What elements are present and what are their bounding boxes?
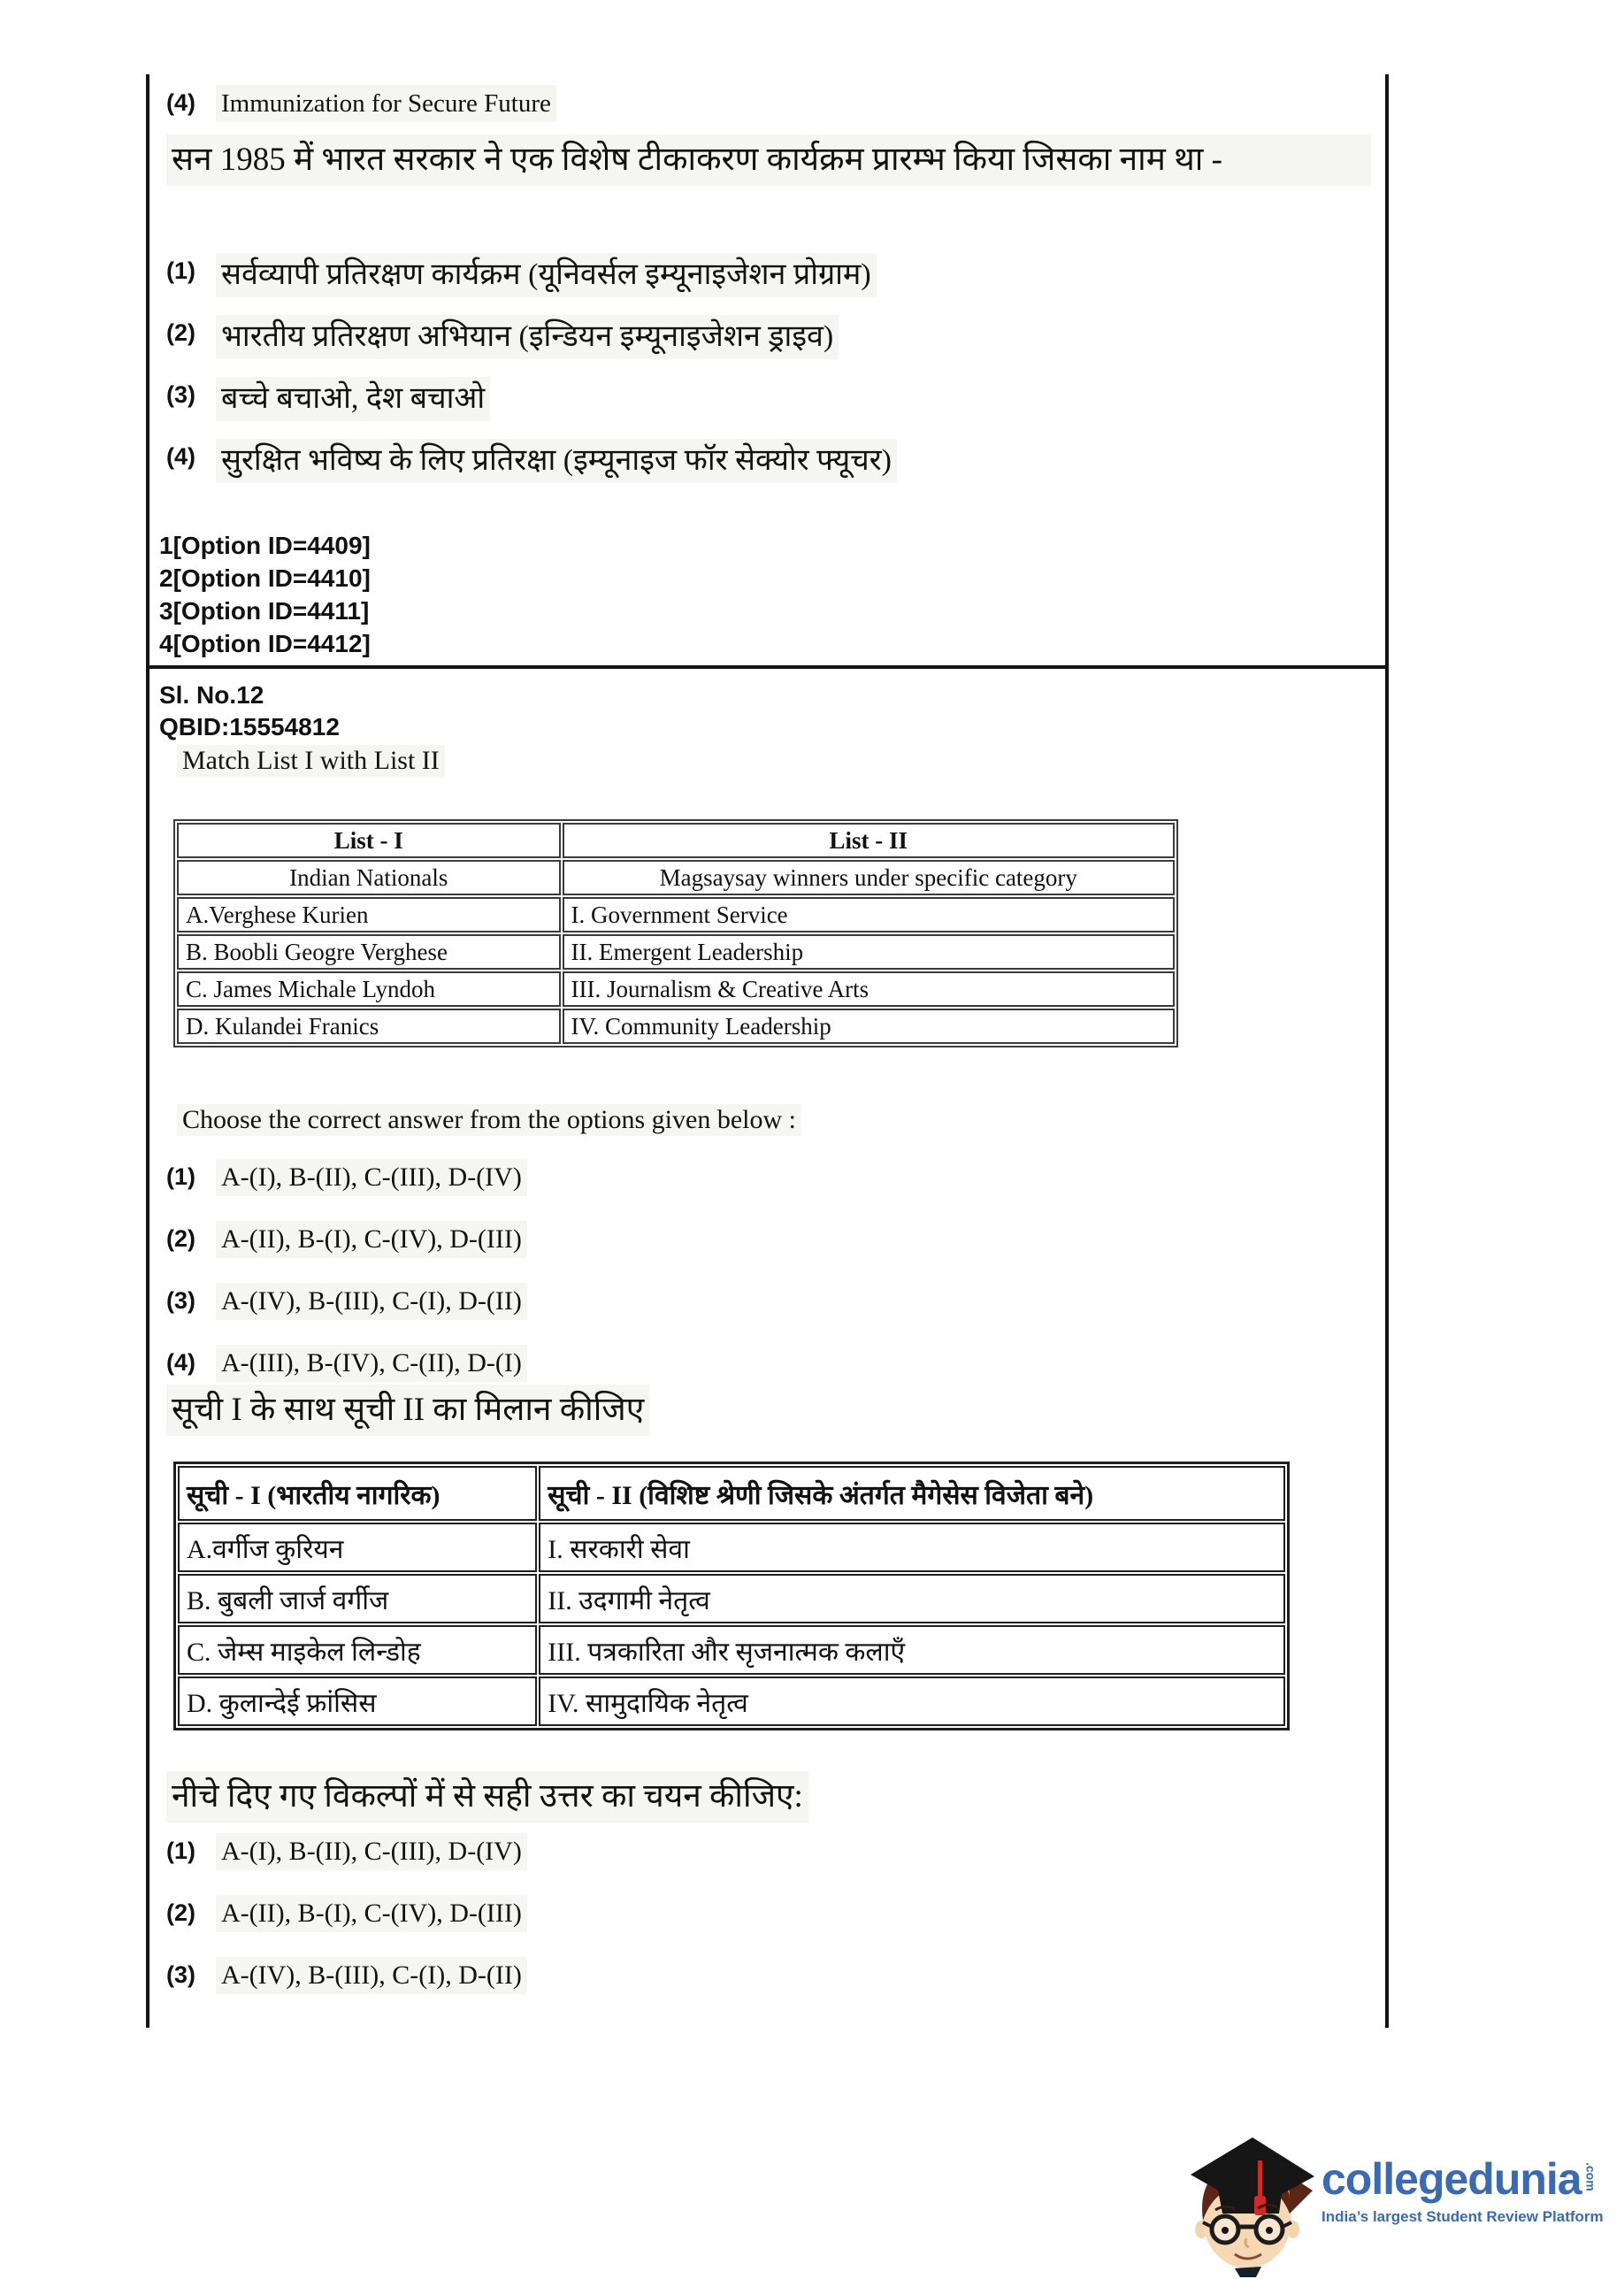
table-cell: II. उदगामी नेतृत्व [539, 1574, 1285, 1623]
question-divider [146, 665, 1389, 669]
table-cell: C. James Michale Lyndoh [177, 971, 561, 1007]
option-text: A-(II), B-(I), C-(IV), D-(III) [216, 1895, 527, 1932]
option-number: (1) [166, 1163, 195, 1190]
option-number: (4) [166, 1349, 195, 1376]
logo-text [1321, 2122, 1604, 2226]
table-row [177, 860, 1175, 895]
table-cell: IV. सामुदायिक नेतृत्व [539, 1677, 1285, 1726]
option-number: (1) [166, 1838, 195, 1864]
option-text: बच्चे बचाओ, देश बचाओ [216, 377, 490, 421]
table-row [177, 1009, 1175, 1044]
option-text: भारतीय प्रतिरक्षण अभियान (इन्डियन इम्यूनाइजेशन ड्राइव) [216, 315, 839, 359]
option-number: (4) [166, 89, 195, 116]
table-cell: C. जेम्स माइकेल लिन्डोह [178, 1625, 537, 1675]
table-cell: III. Journalism & Creative Arts [563, 971, 1176, 1007]
table-subheader-cell: Indian Nationals [177, 860, 561, 895]
table-row [178, 1466, 1285, 1521]
option-row [166, 1895, 1378, 1932]
option-text: सुरक्षित भविष्य के लिए प्रतिरक्षा (इम्यूनाइज फॉर सेक्योर फ्यूचर) [216, 439, 897, 483]
table-row [177, 823, 1175, 858]
option-row [166, 1345, 1378, 1382]
option-text: A-(II), B-(I), C-(IV), D-(III) [216, 1221, 527, 1258]
page-border-right [1385, 74, 1389, 2028]
option-id-list [159, 529, 371, 660]
option-number: (1) [166, 257, 195, 284]
table-cell: III. पत्रकारिता और सृजनात्मक कलाएँ [539, 1625, 1285, 1675]
table-header-cell: List - I [177, 823, 561, 858]
table-header-cell: सूची - II (विशिष्ट श्रेणी जिसके अंतर्गत मैगेसेस विजेता बने) [539, 1466, 1285, 1521]
option-text: A-(I), B-(II), C-(III), D-(IV) [216, 1833, 527, 1870]
table-cell: B. Boobli Geogre Verghese [177, 934, 561, 970]
option-row [166, 1159, 1378, 1196]
table-row [178, 1677, 1285, 1726]
option-id: 4[Option ID=4412] [159, 630, 371, 657]
table-row [177, 971, 1175, 1007]
collegedunia-mascot-icon [1184, 2122, 1316, 2279]
option-text: Immunization for Secure Future [216, 85, 556, 122]
option-number: (2) [166, 1899, 195, 1926]
option-id: 2[Option ID=4410] [159, 564, 371, 592]
table-cell: D. Kulandei Franics [177, 1009, 561, 1044]
option-number: (3) [166, 381, 195, 408]
collegedunia-logo[interactable] [1184, 2122, 1624, 2279]
question-text-hindi: सन 1985 में भारत सरकार ने एक विशेष टीकाकरण कार्यक्रम प्रारम्भ किया जिसका नाम था - [166, 134, 1371, 186]
option-row [166, 1957, 1378, 1994]
option-id: 3[Option ID=4411] [159, 597, 370, 625]
qbid: QBID:15554812 [159, 713, 340, 740]
table-row [178, 1625, 1285, 1675]
option-row [166, 1833, 1378, 1870]
option-number: (2) [166, 1225, 195, 1252]
table-cell: A.वर्गीज कुरियन [178, 1523, 537, 1572]
table-header-cell: सूची - I (भारतीय नागरिक) [178, 1466, 537, 1521]
option-text: सर्वव्यापी प्रतिरक्षण कार्यक्रम (यूनिवर्सल इम्यूनाइजेशन प्रोग्राम) [216, 253, 877, 297]
table-cell: II. Emergent Leadership [563, 934, 1176, 970]
brand-name: collegedunia [1321, 2154, 1582, 2204]
table-cell: IV. Community Leadership [563, 1009, 1176, 1044]
table-row [178, 1574, 1285, 1623]
table-row [178, 1523, 1285, 1572]
table-cell: B. बुबली जार्ज वर्गीज [178, 1574, 537, 1623]
option-number: (4) [166, 443, 195, 470]
table-row [177, 897, 1175, 932]
table-cell: A.Verghese Kurien [177, 897, 561, 932]
option-text: A-(I), B-(II), C-(III), D-(IV) [216, 1159, 527, 1196]
table-row [177, 934, 1175, 970]
table-cell: D. कुलान्देई फ्रांसिस [178, 1677, 537, 1726]
choose-instruction-hindi: नीचे दिए गए विकल्पों में से सही उत्तर का चयन कीजिए: [166, 1771, 808, 1822]
option-row [166, 253, 1378, 297]
option-row [166, 377, 1378, 421]
table-subheader-cell: Magsaysay winners under specific category [563, 860, 1176, 895]
brand-suffix: .com [1583, 2162, 1598, 2191]
option-row [166, 85, 1378, 122]
match-heading-english: Match List I with List II [177, 745, 445, 777]
option-row [166, 1283, 1378, 1320]
option-number: (3) [166, 1961, 195, 1988]
option-row [166, 1221, 1378, 1258]
match-heading-hindi: सूची I के साथ सूची II का मिलान कीजिए [166, 1385, 649, 1436]
serial-number: Sl. No.12 [159, 681, 264, 709]
option-number: (3) [166, 1287, 195, 1314]
question-meta [159, 679, 340, 743]
option-id: 1[Option ID=4409] [159, 532, 371, 559]
option-text: A-(IV), B-(III), C-(I), D-(II) [216, 1957, 527, 1994]
option-row [166, 439, 1378, 483]
table-header-cell: List - II [563, 823, 1176, 858]
option-row [166, 315, 1378, 359]
option-text: A-(III), B-(IV), C-(II), D-(I) [216, 1345, 527, 1382]
option-text: A-(IV), B-(III), C-(I), D-(II) [216, 1283, 527, 1320]
table-cell: I. सरकारी सेवा [539, 1523, 1285, 1572]
option-number: (2) [166, 319, 195, 346]
match-table-english [173, 819, 1178, 1047]
match-table-hindi [173, 1462, 1290, 1730]
choose-instruction-english: Choose the correct answer from the options given below : [177, 1104, 801, 1136]
table-cell: I. Government Service [563, 897, 1176, 932]
page-border-left [146, 74, 149, 2028]
brand-tagline: India’s largest Student Review Platform [1321, 2208, 1604, 2225]
